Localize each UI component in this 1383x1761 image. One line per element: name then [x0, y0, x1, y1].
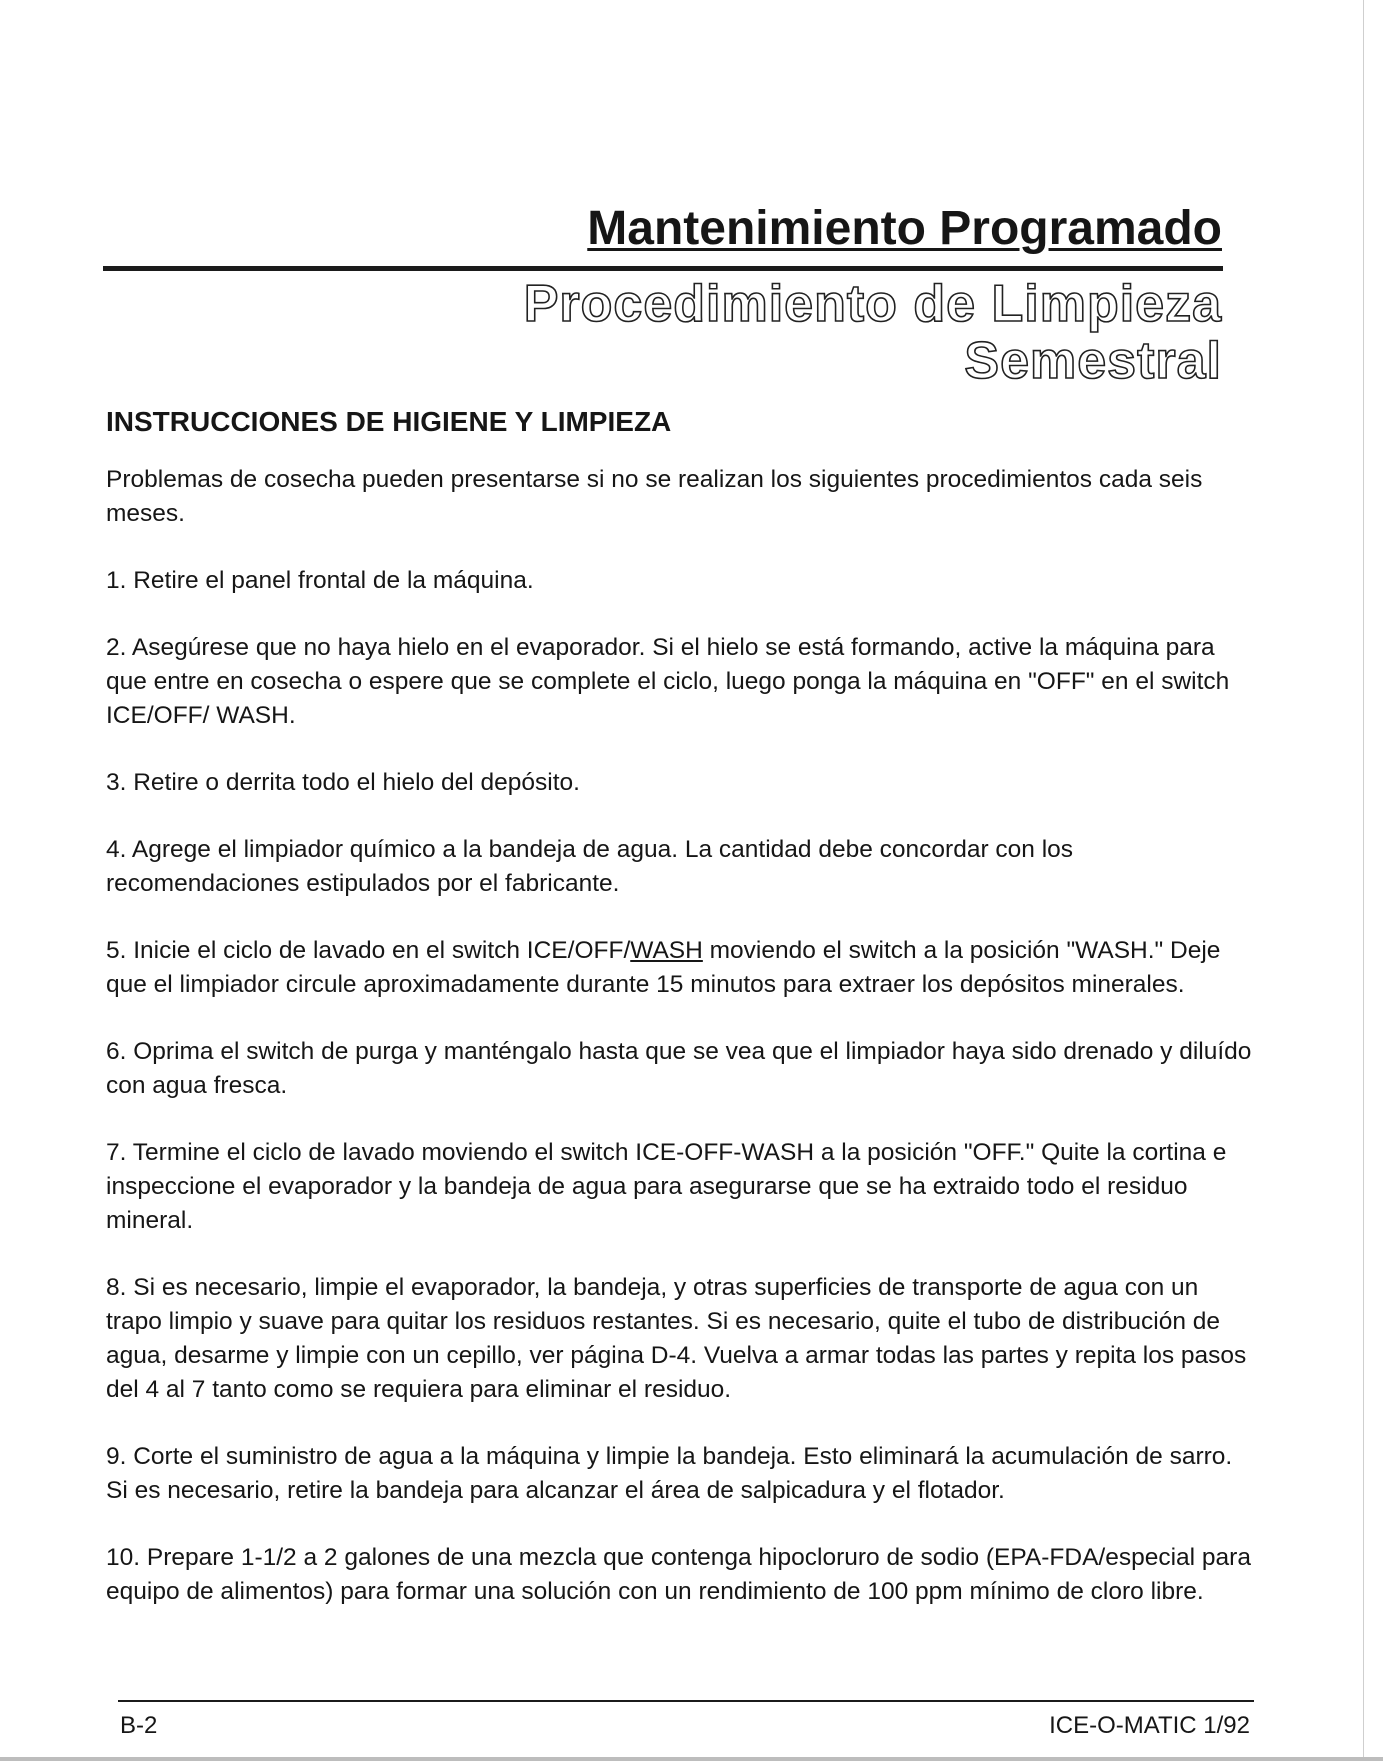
step-8: 8. Si es necesario, limpie el evaporador, la bandeja, y otras superficies de transporte de agua con un trapo limpio y suave para quitar los residuos restantes. Si es necesario, quite el tubo de distribución de agua, desarme y limpie con un cepillo, ver página D-4. Vuelva a armar todas las partes y repita los pasos del 4 al 7 tanto como se requiera para eliminar el residuo.	[106, 1273, 1247, 1403]
step-2: 2. Asegúrese que no haya hielo en el evaporador. Si el hielo se está formando, active la máquina para que entre en cosecha o espere que se complete el ciclo, luego ponga la máquina en "OFF" en el switch ICE/OFF/ WASH.	[106, 633, 1230, 729]
page-title: Mantenimiento Programado	[587, 202, 1222, 255]
section-heading: INSTRUCCIONES DE HIGIENE Y LIMPIEZA	[106, 406, 672, 437]
intro-paragraph: Problemas de cosecha pueden presentarse si no se realizan los siguientes procedimientos cada seis meses.	[106, 465, 1203, 527]
step-3: 3. Retire o derrita todo el hielo del depósito.	[106, 768, 580, 796]
step-10: 10. Prepare 1-1/2 a 2 galones de una mezcla que contenga hipocloruro de sodio (EPA-FDA/especial para equipo de alimentos) para formar una solución con un rendimiento de 100 ppm mínimo de cloro libre.	[106, 1543, 1251, 1605]
page-edge	[1363, 0, 1364, 1761]
step-5-text-start: 5. Inicie el ciclo de lavado en el switch ICE/OFF/	[106, 936, 631, 964]
step-9: 9. Corte el suministro de agua a la máquina y limpie la bandeja. Esto eliminará la acumulación de sarro. Si es necesario, retire la bandeja para alcanzar el área de salpicadura y el flotador.	[106, 1442, 1233, 1504]
step-5-text-end: moviendo el switch a la posición "WASH." Deje que el limpiador circule aproximadamente durante 15 minutos para extraer los depósitos minerales.	[106, 936, 1221, 998]
footer-rule	[118, 1700, 1254, 1702]
page-bottom-edge	[0, 1757, 1383, 1761]
footer-brand: ICE-O-MATIC 1/92	[1049, 1712, 1250, 1739]
title-rule	[103, 266, 1223, 271]
document-body	[106, 405, 1256, 1642]
step-5	[106, 934, 1256, 1002]
step-1: 1. Retire el panel frontal de la máquina.	[106, 566, 534, 594]
step-7: 7. Termine el ciclo de lavado moviendo el switch ICE-OFF-WASH a la posición "OFF." Quite la cortina e inspeccione el evaporador y la bandeja de agua para asegurarse que se ha extraido todo el residuo mineral.	[106, 1138, 1227, 1234]
page-number: B-2	[120, 1712, 158, 1739]
step-5-underlined-word: WASH	[630, 936, 703, 964]
step-4: 4. Agrege el limpiador químico a la bandeja de agua. La cantidad debe concordar con los recomendaciones estipulados por el fabricante.	[106, 835, 1074, 897]
step-6: 6. Oprima el switch de purga y manténgalo hasta que se vea que el limpiador haya sido drenado y diluído con agua fresca.	[106, 1037, 1252, 1099]
page-subtitle: Procedimiento de Limpieza Semestral	[523, 275, 1222, 391]
